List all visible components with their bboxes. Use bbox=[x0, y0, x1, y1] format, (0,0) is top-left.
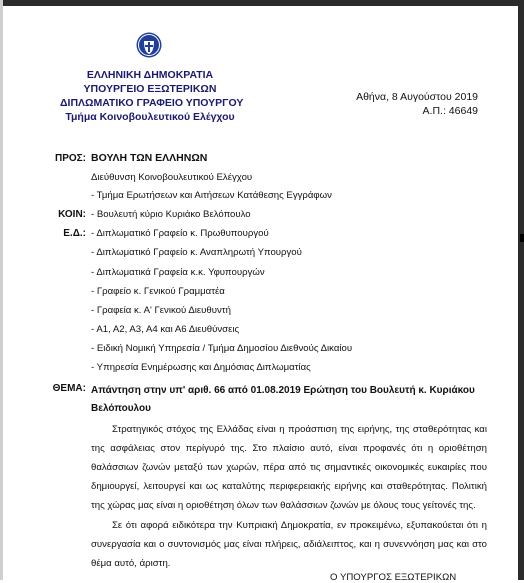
ed-line: - Ειδική Νομική Υπηρεσία / Τμήμα Δημοσίου Διεθνούς Δικαίου bbox=[91, 343, 353, 354]
greek-emblem-icon bbox=[136, 32, 162, 58]
window-right-border bbox=[518, 0, 524, 580]
ed-line: - Γραφεία κ. Α' Γενικού Διευθυντή bbox=[91, 305, 231, 316]
ed-line: - Διπλωματικό Γραφείο κ. Αναπληρωτή Υπουργού bbox=[91, 247, 302, 258]
body-paragraph: Στρατηγικός στόχος της Ελλάδας είναι η προάσπιση της ειρήνης, της σταθερότητας και της ασφάλειας στον περίγυρό της. Στο πλαίσιο αυτό, είναι προφανές ότι η οριοθέτηση θαλάσσιων ζωνών μεταξύ των χωρών, πέρα από τις σημαντικές οικονομικές ευκαιρίες που δημιουργεί, λειτουργεί και ως καταλύτης περιφερειακής ειρήνης και σταθερότητας. Πολιτική της χώρας μας είναι η οριοθέτηση όλων των θαλάσσιων ζωνών με όλους τους γείτονές της. bbox=[91, 424, 487, 511]
protocol-number: Α.Π.: 46649 bbox=[422, 105, 478, 117]
pros-label: ΠΡΟΣ: bbox=[54, 153, 86, 164]
letter-body-2 bbox=[91, 516, 487, 573]
window-left-border bbox=[0, 0, 3, 580]
date-block bbox=[356, 90, 478, 118]
letter-body bbox=[91, 420, 487, 515]
signature-heading: Ο ΥΠΟΥΡΓΟΣ ΕΞΩΤΕΡΙΚΩΝ bbox=[330, 572, 457, 583]
subject-label: ΘΕΜΑ: bbox=[52, 383, 86, 394]
document-date: Αθήνα, 8 Αυγούστου 2019 bbox=[356, 91, 478, 103]
window-top-border bbox=[0, 0, 524, 6]
ed-line: - Γραφείο κ. Γενικού Γραμματέα bbox=[91, 286, 225, 297]
department-name: Τμήμα Κοινοβουλευτικού Ελέγχου bbox=[65, 111, 235, 123]
pros-line: Διεύθυνση Κοινοβουλευτικού Ελέγχου bbox=[91, 172, 253, 183]
ed-line: - Διπλωματικό Γραφείο κ. Πρωθυπουργού bbox=[91, 228, 269, 239]
pros-line: - Τμήμα Ερωτήσεων και Αιτήσεων Κατάθεσης Εγγράφων bbox=[91, 190, 332, 201]
ed-label: Ε.Δ.: bbox=[63, 228, 86, 239]
koin-recipient: - Βουλευτή κύριο Κυριάκο Βελόπουλο bbox=[91, 209, 251, 220]
koin-label: ΚΟΙΝ: bbox=[58, 209, 86, 220]
ministry-header bbox=[60, 68, 244, 124]
country-name: ΕΛΛΗΝΙΚΗ ΔΗΜΟΚΡΑΤΙΑ bbox=[86, 69, 214, 81]
body-paragraph: Σε ότι αφορά ειδικότερα την Κυπριακή Δημοκρατία, εν προκειμένω, εξυπακούεται ότι η συνεργασία και ο συντονισμός μας είναι πλήρεις, αδιάλειπτος, και η συνεννόηση μας και στο θέμα αυτό, άριστη. bbox=[91, 520, 487, 569]
subject-text: Απάντηση στην υπ' αριθ. 66 από 01.08.2019 Ερώτηση του Βουλευτή κ. Κυριάκου Βελόπουλου bbox=[91, 385, 475, 414]
ed-line: - Διπλωματικά Γραφεία κ.κ. Υφυπουργών bbox=[91, 267, 265, 278]
office-name: ΔΙΠΛΩΜΑΤΙΚΟ ΓΡΑΦΕΙΟ ΥΠΟΥΡΓΟΥ bbox=[60, 97, 244, 109]
ed-line: - Υπηρεσία Ενημέρωσης και Δημόσιας Διπλωματίας bbox=[91, 362, 311, 373]
pros-recipient: ΒΟΥΛΗ ΤΩΝ ΕΛΛΗΝΩΝ bbox=[91, 152, 208, 164]
ed-line: - Α1, Α2, Α3, Α4 και Α6 Διευθύνσεις bbox=[91, 324, 240, 335]
edge-marker bbox=[520, 234, 524, 242]
ministry-name: ΥΠΟΥΡΓΕΙΟ ΕΞΩΤΕΡΙΚΩΝ bbox=[83, 83, 217, 95]
